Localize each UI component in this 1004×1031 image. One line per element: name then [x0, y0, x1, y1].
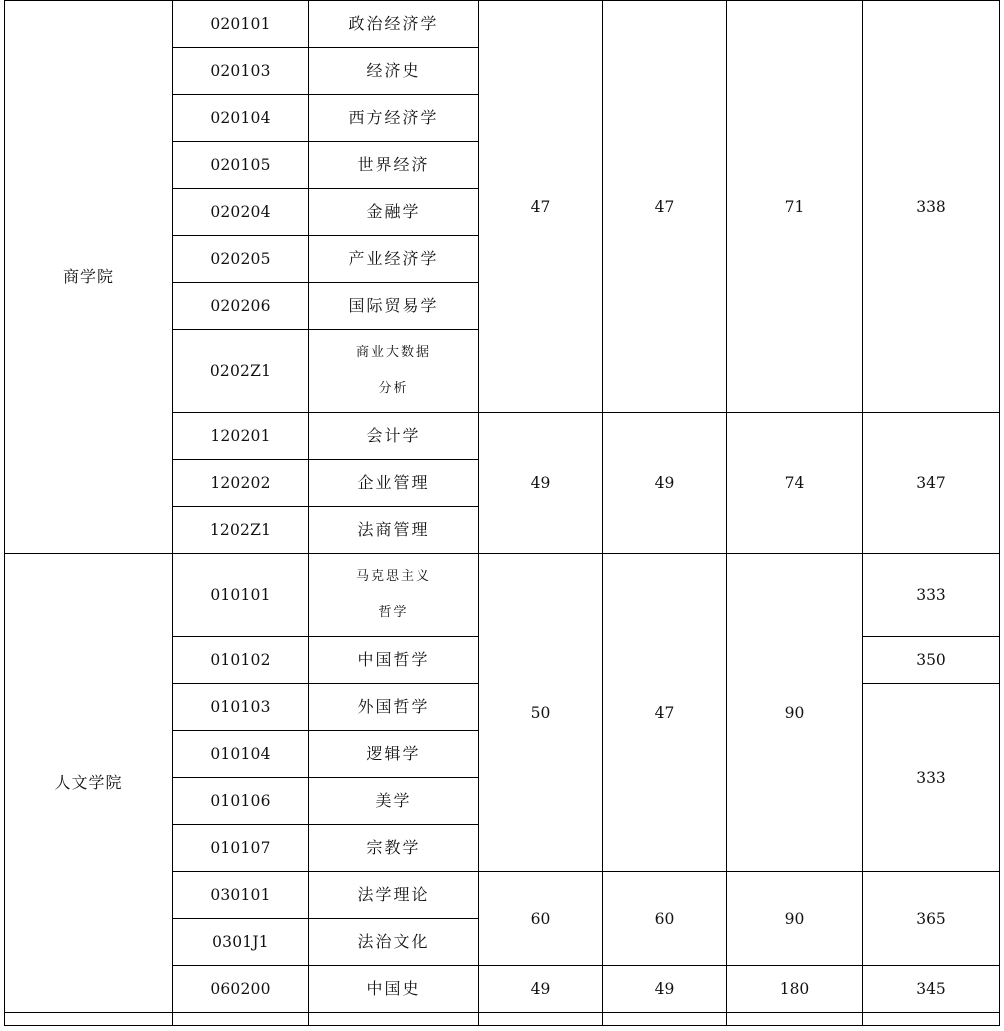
score-total: 345	[863, 966, 1000, 1013]
table-row-partial	[5, 1013, 1000, 1026]
major-name: 产业经济学	[309, 236, 479, 283]
college-cell: 商学院	[5, 1, 173, 554]
major-name: 法商管理	[309, 507, 479, 554]
empty-cell	[727, 1013, 863, 1026]
score-subject: 180	[727, 966, 863, 1013]
score-foreign-language: 60	[603, 872, 727, 966]
score-subject: 90	[727, 554, 863, 872]
score-foreign-language: 49	[603, 413, 727, 554]
score-total: 350	[863, 637, 1000, 684]
major-name: 美学	[309, 778, 479, 825]
major-name: 企业管理	[309, 460, 479, 507]
major-code: 010107	[173, 825, 309, 872]
major-code: 020101	[173, 1, 309, 48]
major-code: 0301J1	[173, 919, 309, 966]
major-name: 中国史	[309, 966, 479, 1013]
table-row	[5, 554, 1000, 637]
major-name: 外国哲学	[309, 684, 479, 731]
major-name: 西方经济学	[309, 95, 479, 142]
major-name: 经济史	[309, 48, 479, 95]
score-total: 333	[863, 554, 1000, 637]
score-politics: 50	[479, 554, 603, 872]
major-name: 中国哲学	[309, 637, 479, 684]
major-name: 政治经济学	[309, 1, 479, 48]
major-name: 会计学	[309, 413, 479, 460]
admission-score-table	[4, 0, 1000, 1026]
major-code: 020206	[173, 283, 309, 330]
major-code: 020205	[173, 236, 309, 283]
score-foreign-language: 49	[603, 966, 727, 1013]
major-name: 金融学	[309, 189, 479, 236]
score-politics: 60	[479, 872, 603, 966]
major-code: 120202	[173, 460, 309, 507]
major-code: 010103	[173, 684, 309, 731]
major-name: 国际贸易学	[309, 283, 479, 330]
major-code: 120201	[173, 413, 309, 460]
major-code: 030101	[173, 872, 309, 919]
score-total: 347	[863, 413, 1000, 554]
major-code: 020105	[173, 142, 309, 189]
score-politics: 47	[479, 1, 603, 413]
empty-cell	[173, 1013, 309, 1026]
score-subject: 90	[727, 872, 863, 966]
score-total: 365	[863, 872, 1000, 966]
major-code: 010101	[173, 554, 309, 637]
score-total: 333	[863, 684, 1000, 872]
college-cell: 人文学院	[5, 554, 173, 1013]
major-name: 世界经济	[309, 142, 479, 189]
score-foreign-language: 47	[603, 1, 727, 413]
major-name	[309, 330, 479, 413]
empty-cell	[863, 1013, 1000, 1026]
major-code: 020204	[173, 189, 309, 236]
empty-cell	[603, 1013, 727, 1026]
score-foreign-language: 47	[603, 554, 727, 872]
empty-cell	[479, 1013, 603, 1026]
score-politics: 49	[479, 966, 603, 1013]
major-code: 1202Z1	[173, 507, 309, 554]
major-name: 法治文化	[309, 919, 479, 966]
major-name: 法学理论	[309, 872, 479, 919]
major-code: 060200	[173, 966, 309, 1013]
score-subject: 71	[727, 1, 863, 413]
major-code: 010104	[173, 731, 309, 778]
major-code: 020103	[173, 48, 309, 95]
table-row	[5, 1, 1000, 48]
score-total: 338	[863, 1, 1000, 413]
major-code: 020104	[173, 95, 309, 142]
major-code: 010102	[173, 637, 309, 684]
empty-cell	[309, 1013, 479, 1026]
major-code: 0202Z1	[173, 330, 309, 413]
major-name: 逻辑学	[309, 731, 479, 778]
major-name-line1: 商业大数据	[355, 345, 431, 360]
score-subject: 74	[727, 413, 863, 554]
major-name-line1: 马克思主义	[355, 569, 431, 584]
major-name	[309, 554, 479, 637]
score-politics: 49	[479, 413, 603, 554]
major-code: 010106	[173, 778, 309, 825]
major-name-line2: 分析	[378, 381, 409, 396]
major-name-line2: 哲学	[378, 605, 409, 620]
major-name: 宗教学	[309, 825, 479, 872]
empty-cell	[5, 1013, 173, 1026]
